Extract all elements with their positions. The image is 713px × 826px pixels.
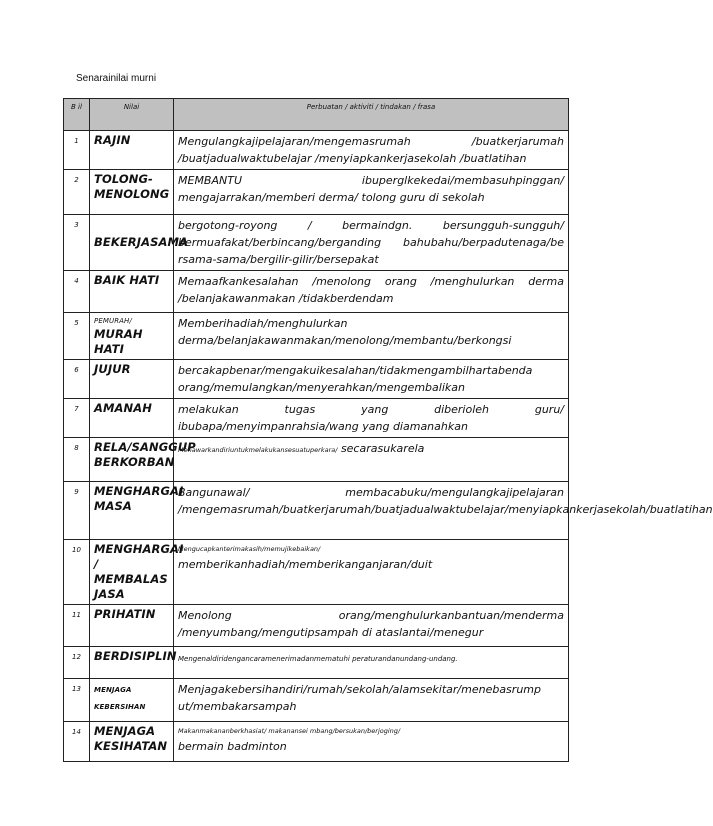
row-activity-main: memberikanhadiah/memberikanganjaran/duit: [178, 558, 433, 571]
row-number: 7: [64, 399, 90, 438]
row-value: PRIHATIN: [90, 605, 174, 647]
row-number: 10: [64, 540, 90, 605]
table-row: [64, 679, 569, 722]
table-row: [64, 482, 569, 540]
table-row: [64, 170, 569, 215]
row-activity: Bangunawal/ membacabuku/mengulangkajipelajaran /mengemasrumah/buatkerjarumah/buatjadualwaktubelajar/menyiapkankerjasekolah/buatlatihan: [174, 482, 569, 540]
row-activity-main: bermain badminton: [178, 740, 287, 753]
row-number: 1: [64, 131, 90, 170]
row-value-main: MURAH HATI: [94, 327, 143, 356]
row-value: [90, 679, 174, 722]
row-value: [90, 313, 174, 360]
values-table: [63, 98, 713, 762]
row-number: 3: [64, 215, 90, 271]
row-value: BAIK HATI: [90, 271, 174, 313]
row-activity: Menolong orang/menghulurkanbantuan/menderma /menyumbang/mengutipsampah di ataslantai/menegur: [174, 605, 569, 647]
table-row: [64, 438, 569, 482]
row-value: BEKERJASAMA: [90, 215, 174, 271]
row-activity-main: secarasukarela: [340, 442, 425, 455]
row-activity: bergotong-royong / bermaindgn. bersungguh-sungguh/ bermuafakat/berbincang/berganding bahubahu/berpadutenaga/be rsama-sama/bergilir-gilir/bersepakat: [174, 215, 569, 271]
row-activity: Memberihadiah/menghulurkan derma/belanjakawanmakan/menolong/membantu/berkongsi: [174, 313, 569, 360]
row-number: 8: [64, 438, 90, 482]
row-value: JUJUR: [90, 360, 174, 399]
row-number: 13: [64, 679, 90, 722]
row-number: 9: [64, 482, 90, 540]
row-number: 11: [64, 605, 90, 647]
table-row: [64, 313, 569, 360]
row-value: MENGHARGAI / MEMBALAS JASA: [90, 540, 174, 605]
row-number: 12: [64, 647, 90, 679]
row-activity: [174, 540, 569, 605]
row-number: 6: [64, 360, 90, 399]
row-value: BERDISIPLIN: [90, 647, 174, 679]
row-value-prefix: PEMURAH/: [94, 317, 132, 325]
row-activity: bercakapbenar/mengakuikesalahan/tidakmengambilhartabenda orang/memulangkan/menyerahkan/mengembalikan: [174, 360, 569, 399]
row-activity: [174, 722, 569, 762]
row-activity: [174, 647, 569, 679]
row-number: 14: [64, 722, 90, 762]
header-activity: Perbuatan / aktiviti / tindakan / frasa: [174, 99, 569, 131]
row-activity: Mengulangkajipelajaran/mengemasrumah /buatkerjarumah /buatjadualwaktubelajar /menyiapkankerjasekolah /buatlatihan: [174, 131, 569, 170]
document-title: Senarainilai murni: [76, 73, 157, 84]
row-value: AMANAH: [90, 399, 174, 438]
table-row: [64, 647, 569, 679]
row-value: TOLONG-MENOLONG: [90, 170, 174, 215]
row-value: MENJAGA KESIHATAN: [90, 722, 174, 762]
row-activity-small: Mengenaldiridengancaramenerimadanmematuhi peraturandanundang-undang.: [178, 655, 458, 663]
row-value: RELA/SANGGUP BERKORBAN: [90, 438, 174, 482]
table-row: [64, 722, 569, 762]
row-activity: Memaafkankesalahan /menolong orang /menghulurkan derma /belanjakawanmakan /tidakberdendam: [174, 271, 569, 313]
row-activity-small: Makanmakananberkhasiat/ makanansei mbang/bersukan/berjoging/: [178, 727, 401, 735]
table-row: [64, 540, 569, 605]
table-row: [64, 399, 569, 438]
row-number: 4: [64, 271, 90, 313]
table-header-row: [64, 99, 569, 131]
row-number: 2: [64, 170, 90, 215]
table-row: [64, 271, 569, 313]
row-activity-small: Mengucapkanterimakasih/memujikebaikan/: [178, 545, 321, 553]
row-activity: MEMBANTU ibuperglkekedai/membasuhpinggan/ mengajarrakan/memberi derma/ tolong guru di sekolah: [174, 170, 569, 215]
row-value: RAJIN: [90, 131, 174, 170]
row-activity: melakukan tugas yang diberioleh guru/ ibubapa/menyimpanrahsia/wang yang diamanahkan: [174, 399, 569, 438]
row-number: 5: [64, 313, 90, 360]
row-activity: [174, 438, 569, 482]
table-row: [64, 131, 569, 170]
row-value-main: MENJAGA KEBERSIHAN: [94, 686, 146, 711]
table-row: [64, 360, 569, 399]
header-nilai: Nilai: [90, 99, 174, 131]
table-row: [64, 605, 569, 647]
header-no: B il: [64, 99, 90, 131]
table-row: [64, 215, 569, 271]
row-activity: Menjagakebersihandiri/rumah/sekolah/alamsekitar/menebasrump ut/membakarsampah: [174, 679, 569, 722]
row-activity-small: Menawarkandiriuntukmelakukansesuatuperkara/: [178, 446, 338, 454]
row-value: MENGHARGAI MASA: [90, 482, 174, 540]
